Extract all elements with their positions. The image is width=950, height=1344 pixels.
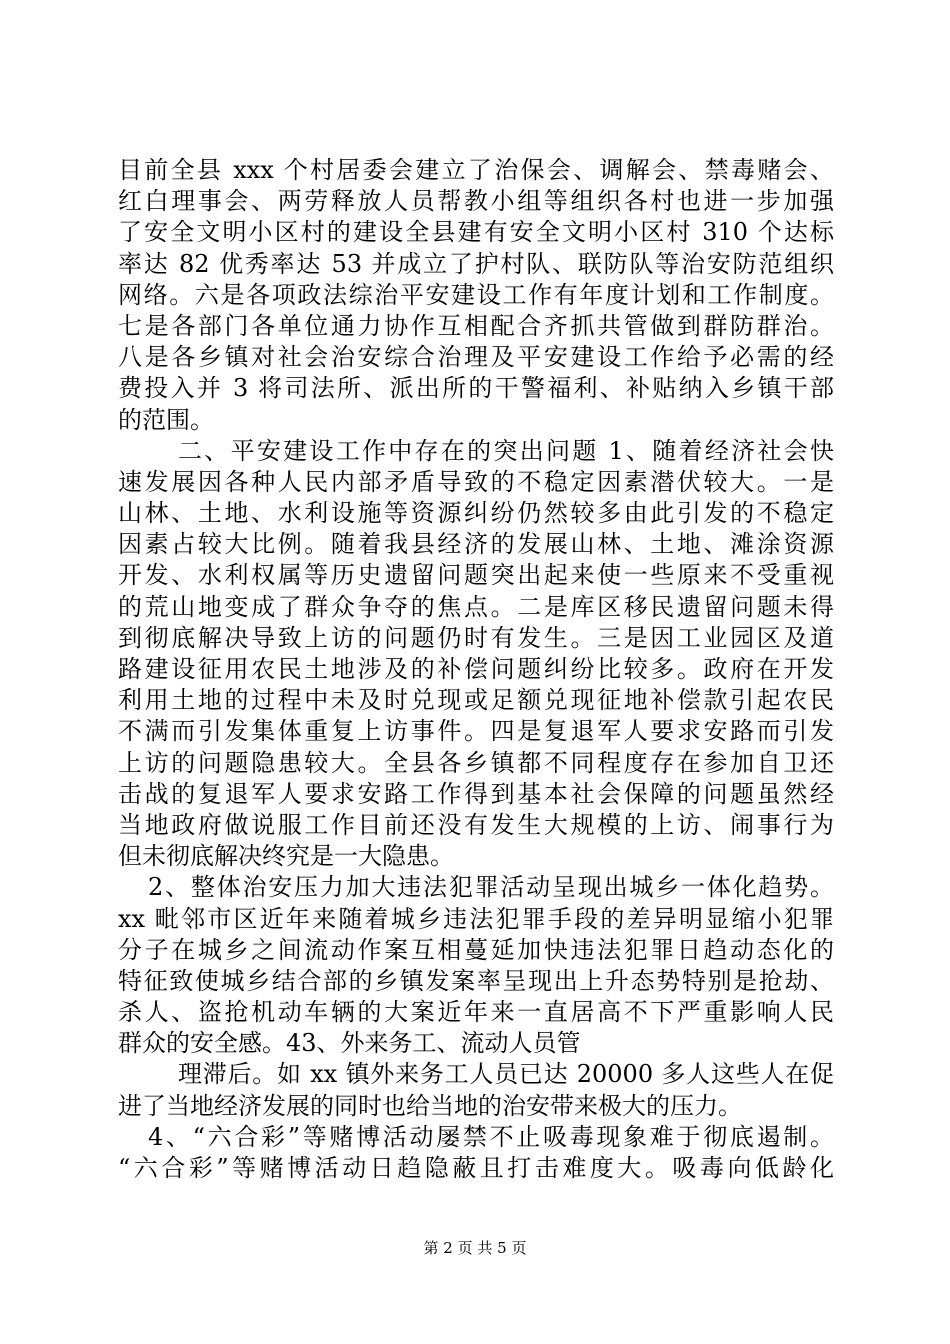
text-line: 上访的问题隐患较大。全县各乡镇都不同程度存在参加自卫还	[118, 748, 834, 777]
text-line: 网络。六是各项政法综治平安建设工作有年度计划和工作制度。	[118, 280, 834, 309]
text-line: 山林、土地、水利设施等资源纠纷仍然较多由此引发的不稳定	[118, 499, 834, 528]
page-footer: 第 2 页 共 5 页	[423, 1239, 527, 1257]
text-line: 4、“六合彩”等赌博活动屡禁不止吸毒现象难于彻底遏制。	[148, 1122, 834, 1151]
text-line: 因素占较大比例。随着我县经济的发展山林、土地、滩涂资源	[118, 530, 834, 559]
text-line: 利用土地的过程中未及时兑现或足额兑现征地补偿款引起农民	[118, 686, 834, 715]
text-line: 的范围。	[118, 405, 214, 434]
text-line: 进了当地经济发展的同时也给当地的治安带来极大的压力。	[118, 1091, 742, 1120]
text-line: 2、整体治安压力加大违法犯罪活动呈现出城乡一体化趋势。	[148, 873, 834, 902]
text-line: 不满而引发集体重复上访事件。四是复退军人要求安路而引发	[118, 717, 834, 746]
text-line: 八是各乡镇对社会治安综合治理及平安建设工作给予必需的经	[118, 343, 834, 372]
text-line: 七是各部门各单位通力协作互相配合齐抓共管做到群防群治。	[118, 311, 834, 340]
text-line: 路建设征用农民土地涉及的补偿问题纠纷比较多。政府在开发	[118, 655, 834, 683]
text-line: 但未彻底解决终究是一大隐患。	[118, 842, 454, 871]
text-line: 目前全县 xxx 个村居委会建立了治保会、调解会、禁毒赌会、	[118, 156, 834, 184]
text-line: 红白理事会、两劳释放人员帮教小组等组织各村也进一步加强	[118, 187, 834, 216]
text-line: 二、平安建设工作中存在的突出问题 1、随着经济社会快	[178, 436, 834, 465]
text-line: 费投入并 3 将司法所、派出所的干警福利、补贴纳入乡镇干部	[118, 374, 834, 403]
text-line: 速发展因各种人民内部矛盾导致的不稳定因素潜伏较大。一是	[118, 467, 834, 496]
text-line: 到彻底解决导致上访的问题仍时有发生。三是因工业园区及道	[118, 623, 834, 652]
text-line: 的荒山地变成了群众争夺的焦点。二是库区移民遗留问题未得	[118, 592, 834, 621]
text-line: 当地政府做说服工作目前还没有发生大规模的上访、闹事行为	[118, 810, 834, 839]
text-line: 杀人、盗抢机动车辆的大案近年来一直居高不下严重影响人民	[118, 998, 834, 1027]
text-line: 分子在城乡之间流动作案互相蔓延加快违法犯罪日趋动态化的	[118, 935, 834, 964]
text-line: 理滞后。如 xx 镇外来务工人员已达 20000 多人这些人在促	[178, 1060, 834, 1089]
text-line: 击战的复退军人要求安路工作得到基本社会保障的问题虽然经	[118, 779, 834, 808]
text-line: 群众的安全感。43、外来务工、流动人员管	[118, 1029, 581, 1058]
text-line: xx 毗邻市区近年来随着城乡违法犯罪手段的差异明显缩小犯罪	[118, 904, 834, 933]
text-line: “六合彩”等赌博活动日趋隐蔽且打击难度大。吸毒向低龄化	[118, 1154, 834, 1182]
text-line: 开发、水利权属等历史遗留问题突出起来使一些原来不受重视	[118, 561, 834, 590]
text-line: 特征致使城乡结合部的乡镇发案率呈现出上升态势特别是抢劫、	[118, 966, 834, 995]
text-line: 了安全文明小区村的建设全县建有安全文明小区村 310 个达标	[118, 218, 834, 247]
text-line: 率达 82 优秀率达 53 并成立了护村队、联防队等治安防范组织	[118, 249, 834, 278]
